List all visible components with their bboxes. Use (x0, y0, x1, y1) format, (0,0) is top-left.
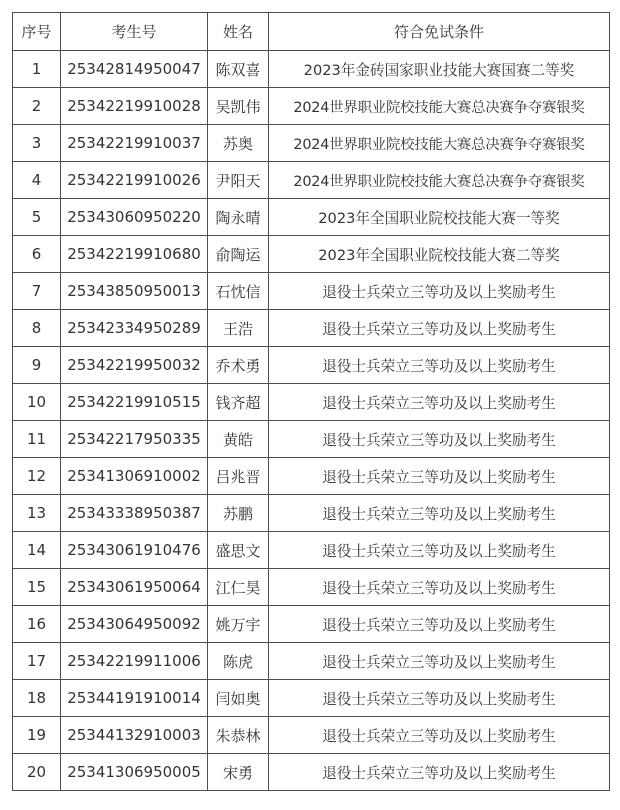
table-row (13, 199, 610, 236)
cell-candidate-id: 25342219910680 (61, 236, 208, 273)
cell-condition: 退役士兵荣立三等功及以上奖励考生 (269, 717, 610, 754)
cell-name: 陈双喜 (208, 51, 269, 88)
cell-condition: 退役士兵荣立三等功及以上奖励考生 (269, 754, 610, 791)
cell-index: 8 (13, 310, 61, 347)
table-body (13, 51, 610, 791)
cell-candidate-id: 25343064950092 (61, 606, 208, 643)
cell-condition: 退役士兵荣立三等功及以上奖励考生 (269, 273, 610, 310)
cell-index: 19 (13, 717, 61, 754)
cell-index: 11 (13, 421, 61, 458)
header-candidate-id: 考生号 (61, 13, 208, 51)
cell-candidate-id: 25343061910476 (61, 532, 208, 569)
cell-candidate-id: 25342814950047 (61, 51, 208, 88)
exemption-table (12, 12, 610, 791)
table-row (13, 125, 610, 162)
cell-candidate-id: 25342219910037 (61, 125, 208, 162)
table-row (13, 495, 610, 532)
cell-index: 12 (13, 458, 61, 495)
cell-condition: 退役士兵荣立三等功及以上奖励考生 (269, 643, 610, 680)
cell-condition: 退役士兵荣立三等功及以上奖励考生 (269, 495, 610, 532)
cell-index: 2 (13, 88, 61, 125)
table-row (13, 532, 610, 569)
cell-name: 王浩 (208, 310, 269, 347)
cell-name: 俞陶运 (208, 236, 269, 273)
cell-name: 宋勇 (208, 754, 269, 791)
cell-condition: 退役士兵荣立三等功及以上奖励考生 (269, 347, 610, 384)
cell-candidate-id: 25342219910515 (61, 384, 208, 421)
cell-candidate-id: 25343061950064 (61, 569, 208, 606)
cell-name: 苏奥 (208, 125, 269, 162)
table-row (13, 88, 610, 125)
document-body (12, 12, 610, 791)
header-index: 序号 (13, 13, 61, 51)
cell-condition: 2024世界职业院校技能大赛总决赛争夺赛银奖 (269, 88, 610, 125)
cell-candidate-id: 25341306910002 (61, 458, 208, 495)
cell-candidate-id: 25342219950032 (61, 347, 208, 384)
cell-index: 13 (13, 495, 61, 532)
cell-index: 16 (13, 606, 61, 643)
cell-index: 10 (13, 384, 61, 421)
cell-name: 钱齐超 (208, 384, 269, 421)
cell-condition: 2024世界职业院校技能大赛总决赛争夺赛银奖 (269, 162, 610, 199)
table-row (13, 606, 610, 643)
table-row (13, 384, 610, 421)
cell-candidate-id: 25344132910003 (61, 717, 208, 754)
cell-index: 7 (13, 273, 61, 310)
table-row (13, 273, 610, 310)
cell-index: 17 (13, 643, 61, 680)
cell-name: 黄皓 (208, 421, 269, 458)
cell-name: 陈虎 (208, 643, 269, 680)
table-row (13, 421, 610, 458)
cell-name: 陶永晴 (208, 199, 269, 236)
cell-candidate-id: 25343338950387 (61, 495, 208, 532)
cell-index: 4 (13, 162, 61, 199)
cell-condition: 退役士兵荣立三等功及以上奖励考生 (269, 532, 610, 569)
cell-condition: 2023年全国职业院校技能大赛二等奖 (269, 236, 610, 273)
cell-condition: 退役士兵荣立三等功及以上奖励考生 (269, 606, 610, 643)
cell-condition: 2023年金砖国家职业技能大赛国赛二等奖 (269, 51, 610, 88)
cell-index: 9 (13, 347, 61, 384)
cell-index: 5 (13, 199, 61, 236)
header-row (13, 13, 610, 51)
cell-condition: 退役士兵荣立三等功及以上奖励考生 (269, 384, 610, 421)
table-row (13, 162, 610, 199)
cell-name: 乔术勇 (208, 347, 269, 384)
cell-index: 3 (13, 125, 61, 162)
cell-name: 吴凯伟 (208, 88, 269, 125)
cell-name: 石忱信 (208, 273, 269, 310)
cell-name: 尹阳天 (208, 162, 269, 199)
cell-condition: 2024世界职业院校技能大赛总决赛争夺赛银奖 (269, 125, 610, 162)
cell-condition: 退役士兵荣立三等功及以上奖励考生 (269, 569, 610, 606)
cell-candidate-id: 25343850950013 (61, 273, 208, 310)
cell-index: 18 (13, 680, 61, 717)
cell-condition: 退役士兵荣立三等功及以上奖励考生 (269, 458, 610, 495)
table-row (13, 754, 610, 791)
cell-candidate-id: 25344191910014 (61, 680, 208, 717)
cell-condition: 2023年全国职业院校技能大赛一等奖 (269, 199, 610, 236)
table-row (13, 717, 610, 754)
cell-index: 6 (13, 236, 61, 273)
cell-condition: 退役士兵荣立三等功及以上奖励考生 (269, 310, 610, 347)
cell-condition: 退役士兵荣立三等功及以上奖励考生 (269, 680, 610, 717)
table-row (13, 236, 610, 273)
table-row (13, 569, 610, 606)
cell-name: 闫如奥 (208, 680, 269, 717)
table-row (13, 643, 610, 680)
cell-candidate-id: 25343060950220 (61, 199, 208, 236)
table-row (13, 347, 610, 384)
cell-condition: 退役士兵荣立三等功及以上奖励考生 (269, 421, 610, 458)
cell-candidate-id: 25342219911006 (61, 643, 208, 680)
cell-candidate-id: 25342217950335 (61, 421, 208, 458)
table-row (13, 51, 610, 88)
cell-index: 15 (13, 569, 61, 606)
cell-index: 14 (13, 532, 61, 569)
cell-name: 江仁昊 (208, 569, 269, 606)
cell-candidate-id: 25342219910028 (61, 88, 208, 125)
table-row (13, 458, 610, 495)
cell-index: 20 (13, 754, 61, 791)
cell-name: 苏鹏 (208, 495, 269, 532)
header-condition: 符合免试条件 (269, 13, 610, 51)
table-header (13, 13, 610, 51)
cell-index: 1 (13, 51, 61, 88)
cell-name: 吕兆晋 (208, 458, 269, 495)
cell-candidate-id: 25342334950289 (61, 310, 208, 347)
cell-name: 姚万宇 (208, 606, 269, 643)
cell-candidate-id: 25341306950005 (61, 754, 208, 791)
cell-name: 朱恭林 (208, 717, 269, 754)
table-row (13, 310, 610, 347)
table-row (13, 680, 610, 717)
cell-candidate-id: 25342219910026 (61, 162, 208, 199)
cell-name: 盛思文 (208, 532, 269, 569)
header-name: 姓名 (208, 13, 269, 51)
